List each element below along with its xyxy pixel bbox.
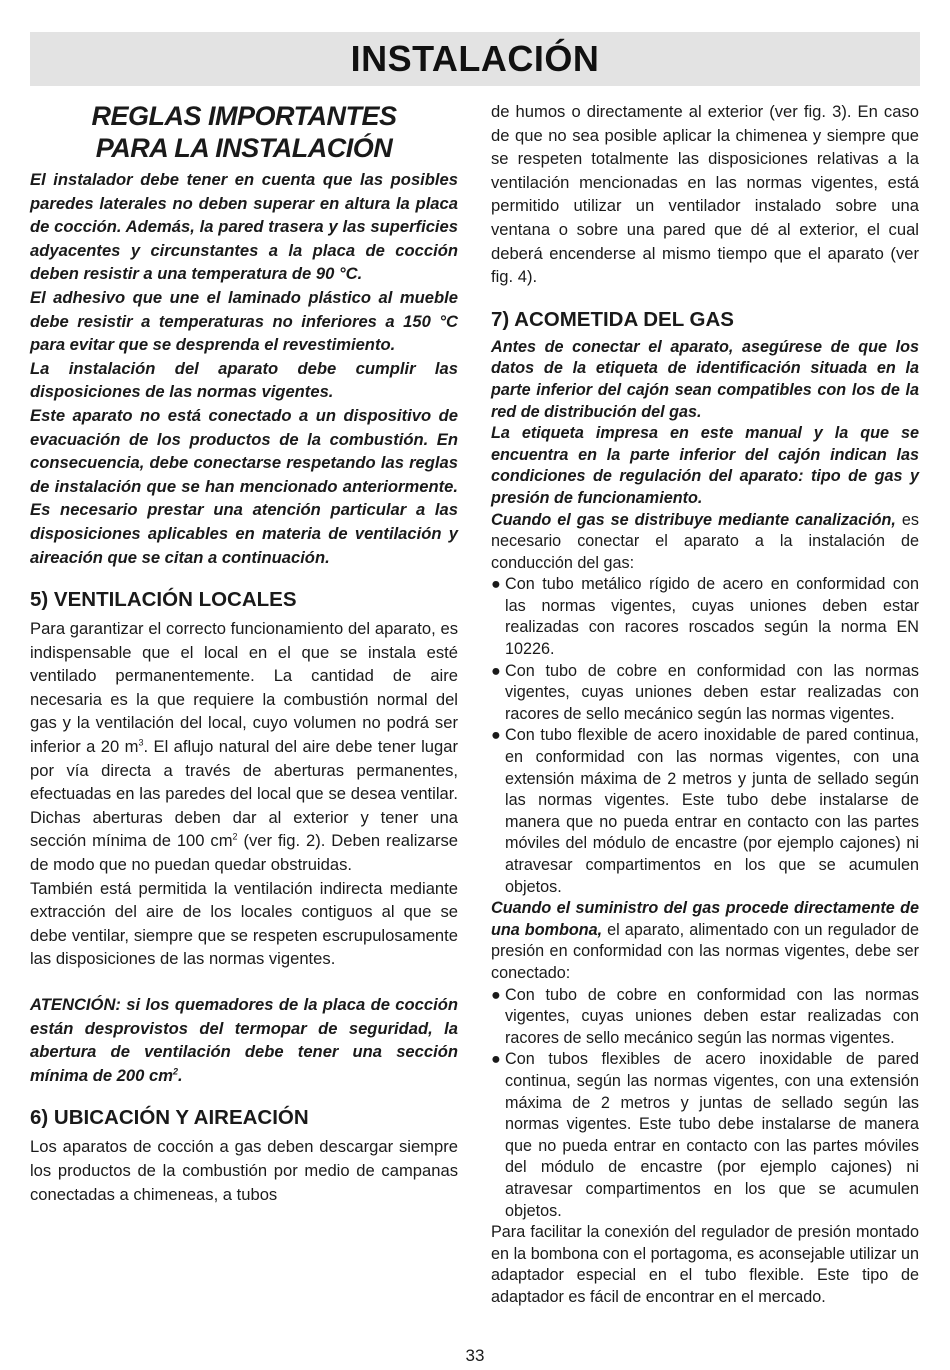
main-heading xyxy=(30,100,458,164)
bullet-icon: ● xyxy=(491,661,501,680)
main-heading-line2: PARA LA INSTALACIÓN xyxy=(95,133,393,163)
list-item: ● Con tubo de cobre en conformidad con las normas vigentes, cuyas uniones deben estar realizadas con racores de sello mecánico según las normas vigentes. xyxy=(491,985,919,1047)
page-title: INSTALACIÓN xyxy=(350,38,600,79)
list-item: ● Con tubo de cobre en conformidad con las normas vigentes, cuyas uniones deben estar realizadas con racores de sello mecánico según las normas vigentes. xyxy=(491,661,919,723)
attention-note: ATENCIÓN: si los quemadores de la placa de cocción están desprovistos del termopar de seguridad, la abertura de ventilación debe tener una sección mínima de 200 $cm^2$. xyxy=(30,995,458,1085)
section-7-paragraph-2: La etiqueta impresa en este manual y la que se encuentra en la parte inferior del cajón indican las condiciones de regulación del aparato: tipo de gas y presión de funcionamiento. xyxy=(491,424,919,507)
intro-paragraph-2: El adhesivo que une el laminado plástico al mueble debe resistir a temperaturas no inferiores a 150 °C para evitar que se desprenda el revestimiento. xyxy=(30,287,458,355)
section-7-paragraph-3: Cuando el gas se distribuye mediante canalización, es necesario conectar el aparato a la instalación de conducción del gas: xyxy=(491,510,919,572)
spacer xyxy=(30,971,458,993)
bullet-icon: ● xyxy=(491,985,501,1004)
section-6-continuation: de humos o directamente al exterior (ver fig. 3). En caso de que no sea posible aplicar la chimenea y siempre que se respeten totalmente las disposiciones relativas a la ventilación mencionadas en las normas vigentes, está permitido utilizar un ventilador instalado sobre una ventana o sobre una pared que dé al exterior, el cual deberá encenderse al mismo tiempo que el aparato (ver fig. 4). xyxy=(491,102,919,287)
bullet-icon: ● xyxy=(491,1050,501,1069)
section-7-paragraph-4: Cuando el suministro del gas procede directamente de una bombona, el aparato, alimentado con un regulador de presión en conformidad con las normas vigentes, debe ser conectado: xyxy=(491,899,919,982)
section-6-title: 6) UBICACIÓN Y AIREACIÓN xyxy=(30,1106,309,1130)
bullet-icon: ● xyxy=(491,575,501,594)
page-header xyxy=(30,32,920,86)
bullet-icon: ● xyxy=(491,726,501,745)
intro-paragraph-1: El instalador debe tener en cuenta que las posibles paredes laterales no deben superar en altura la placa de cocción. Además, la pared trasera y las superficies adyacentes y circunstantes a la placa de cocción deben resistir a una temperatura de 90 °C. xyxy=(30,170,458,284)
section-5-title: 5) VENTILACIÓN LOCALES xyxy=(30,588,297,612)
section-5-paragraph-2: También está permitida la ventilación indirecta mediante extracción del aire de los locales contiguos al que se debe ventilar, siempre que se respeten escrupulosamente las disposiciones de las normas vigentes. xyxy=(30,878,458,969)
section-7-title: 7) ACOMETIDA DEL GAS xyxy=(491,307,734,331)
intro-paragraph-4: Este aparato no está conectado a un dispositivo de evacuación de los productos de la combustión. En consecuencia, debe conectarse respetando las reglas de instalación que se han mencionado anteriormente. Es necesario prestar una atención particular a las disposiciones aplicables en materia de ventilación y aireación que se citan a continuación. xyxy=(30,405,458,567)
list-item: ● Con tubos flexibles de acero inoxidable de pared continua, según las normas vigentes, con una extensión máxima de 2 metros y juntas de sellado según las normas vigentes. Este tubo debe instalarse de manera que no pueda entrar en contacto con las partes móviles del módulo de encastre (por ejemplo cajones) ni atravesar compartimentos en los que se acumulen objetos. xyxy=(491,1050,919,1220)
section-7-paragraph-1: Antes de conectar el aparato, asegúrese de que los datos de la etiqueta de identificación situada en la parte inferior del cajón sean compatibles con los de la red de distribución del gas. xyxy=(491,337,919,421)
section-5-paragraph-1: Para garantizar el correcto funcionamiento del aparato, es indispensable que el local en el que se instala esté ventilado permanentemente. La cantidad de aire necesaria es la que requiere la combustión normal del gas y la ventilación del local, cuyo volumen no podrá ser inferior a 20 $m^3$. El aflujo natural del aire debe tener lugar por vía directa a través de aberturas permanentes, efectuadas en las paredes del local que se desea ventilar. Dichas aberturas deben dar al exterior y tener una sección mínima de 100 $cm^2$ (ver fig. 2). Deben realizarse de modo que no puedan quedar obstruidas. xyxy=(30,619,458,875)
right-column xyxy=(491,100,919,1308)
left-column xyxy=(30,100,458,1206)
main-heading-line1: REGLAS IMPORTANTES xyxy=(91,101,397,131)
intro-paragraph-3: La instalación del aparato debe cumplir las disposiciones de las normas vigentes. xyxy=(30,358,458,402)
list-item: ● Con tubo flexible de acero inoxidable de pared continua, en conformidad con las normas vigentes, con una extensión máxima de 2 metros y junta de sellado según las normas vigentes. Este tubo debe instalarse de manera que no pueda entrar en contacto con las partes móviles del módulo de encastre (por ejemplo cajones) ni atravesar compartimentos en los que se acumulen objetos. xyxy=(491,726,919,896)
page-number: 33 xyxy=(465,1346,485,1365)
section-6-paragraph-1: Los aparatos de cocción a gas deben descargar siempre los productos de la combustión por medio de campanas conectadas a chimeneas, a tubos xyxy=(30,1137,458,1204)
section-7-paragraph-5: Para facilitar la conexión del regulador de presión montado en la bombona con el portagoma, es aconsejable utilizar un adaptador especial en el tubo flexible. Este tipo de adaptador es fácil de encontrar en el mercado. xyxy=(491,1223,919,1306)
list-item: ● Con tubo metálico rígido de acero en conformidad con las normas vigentes, cuyas uniones deben estar realizadas con racores roscados según la norma EN 10226. xyxy=(491,575,919,659)
